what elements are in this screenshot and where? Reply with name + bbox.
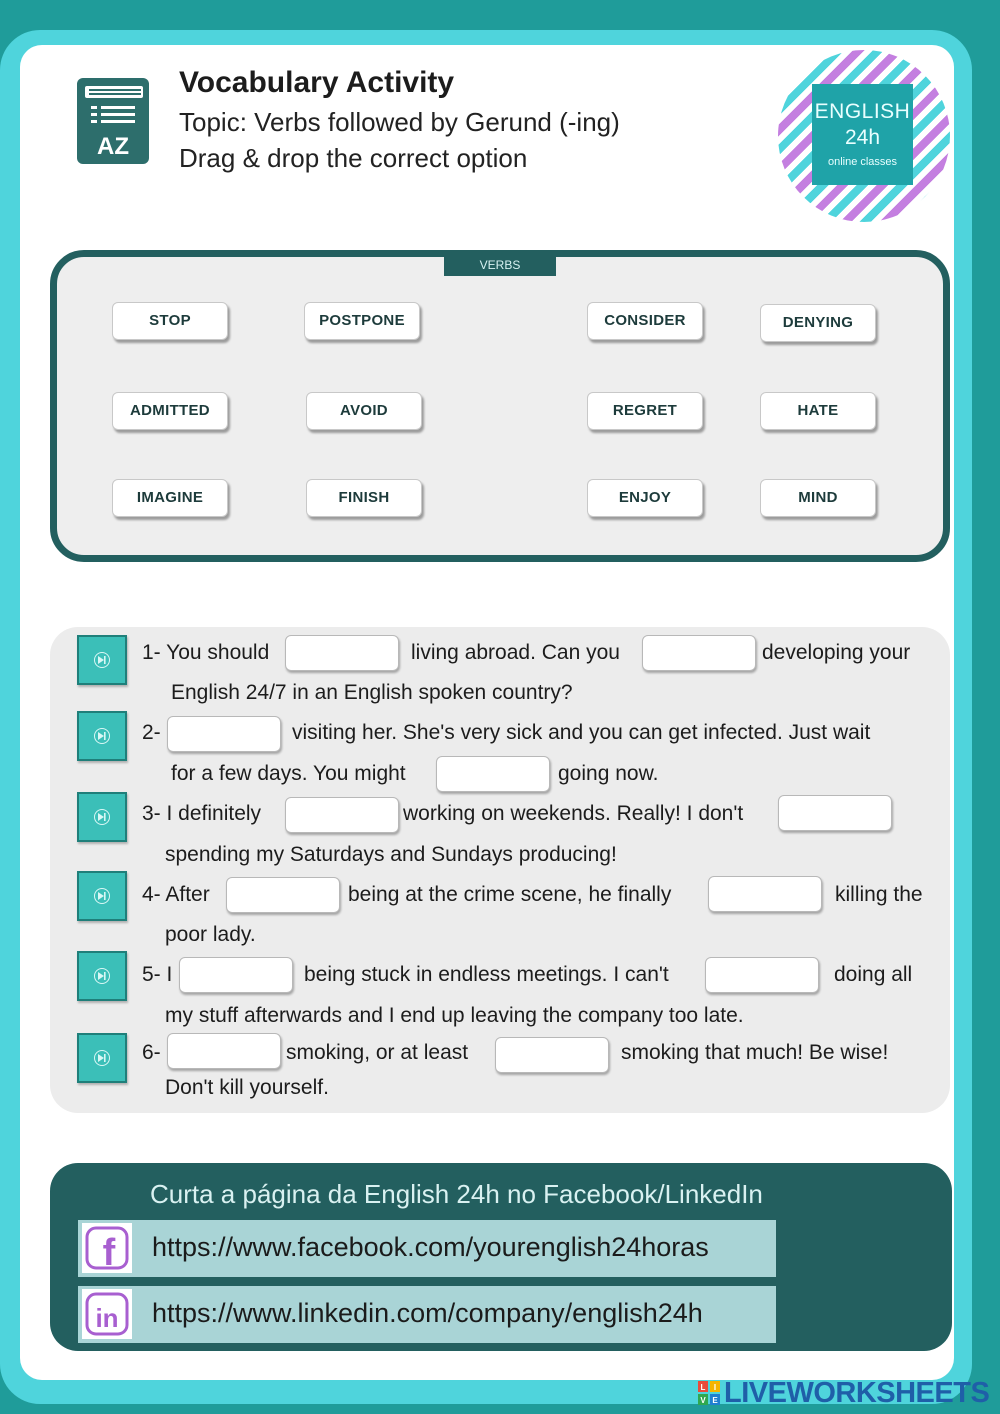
cube-letter-1: L: [700, 1383, 706, 1392]
q1-text-3: developing your: [762, 641, 911, 664]
liveworksheets-cubes-icon: [698, 1381, 720, 1405]
q5-text-1: 5- I: [142, 963, 173, 986]
audio-play-button-1[interactable]: [77, 635, 127, 685]
verb-chip-finish[interactable]: FINISH: [306, 479, 422, 517]
q4-text-4: poor lady.: [165, 923, 256, 946]
audio-play-button-6[interactable]: [77, 1033, 127, 1083]
q5-drop-slot-1[interactable]: [179, 957, 293, 993]
q6-text-2: smoking, or at least: [286, 1041, 469, 1064]
q3-text-2: working on weekends. Really! I don't: [403, 802, 744, 825]
audio-play-button-4[interactable]: [77, 871, 127, 921]
verb-chip-hate[interactable]: HATE: [760, 392, 876, 430]
q5-text-2: being stuck in endless meetings. I can't: [304, 963, 669, 986]
logo-line-2: 24h: [844, 126, 881, 149]
skip-forward-icon: [97, 891, 107, 901]
q4-drop-slot-2[interactable]: [708, 876, 822, 912]
liveworksheets-wordmark: LIVEWORKSHEETS: [724, 1377, 990, 1409]
q6-drop-slot-2[interactable]: [495, 1037, 609, 1073]
q1-text-2: living abroad. Can you: [411, 641, 620, 664]
facebook-icon-letter: f: [102, 1232, 116, 1273]
q5-drop-slot-2[interactable]: [705, 957, 819, 993]
q6-text-1: 6-: [142, 1041, 161, 1064]
linkedin-icon: [82, 1289, 132, 1339]
verb-chip-imagine[interactable]: IMAGINE: [112, 479, 228, 517]
q2-drop-slot-2[interactable]: [436, 756, 550, 792]
verb-chip-regret[interactable]: REGRET: [587, 392, 703, 430]
skip-forward-icon: [97, 731, 107, 741]
q3-drop-slot-1[interactable]: [285, 797, 399, 833]
q5-text-3: doing all: [834, 963, 913, 986]
logo-line-1: ENGLISH: [814, 100, 911, 123]
verb-chip-postpone[interactable]: POSTPONE: [304, 302, 420, 340]
q6-text-4: Don't kill yourself.: [165, 1076, 329, 1099]
q4-text-3: killing the: [835, 883, 923, 906]
cube-letter-4: E: [712, 1396, 718, 1405]
q4-text-1: 4- After: [142, 883, 210, 906]
q6-text-3: smoking that much! Be wise!: [621, 1041, 889, 1064]
q1-drop-slot-1[interactable]: [285, 635, 399, 671]
audio-play-button-2[interactable]: [77, 711, 127, 761]
q2-text-4: going now.: [558, 762, 659, 785]
audio-play-button-3[interactable]: [77, 792, 127, 842]
facebook-url[interactable]: https://www.facebook.com/yourenglish24horas: [152, 1232, 709, 1262]
q3-drop-slot-2[interactable]: [778, 795, 892, 831]
cube-letter-2: I: [713, 1383, 717, 1392]
page-title: Vocabulary Activity: [179, 66, 455, 99]
cube-letter-3: V: [700, 1396, 706, 1405]
verb-chip-stop[interactable]: STOP: [112, 302, 228, 340]
verb-chip-admitted[interactable]: ADMITTED: [112, 392, 228, 430]
q4-text-2: being at the crime scene, he finally: [348, 883, 672, 906]
footer-title: Curta a página da English 24h no Facebook/LinkedIn: [150, 1179, 763, 1209]
q4-drop-slot-1[interactable]: [226, 877, 340, 913]
q3-text-1: 3- I definitely: [142, 802, 262, 825]
logo-line-3: online classes: [827, 156, 898, 168]
book-icon-label: AZ: [97, 133, 129, 160]
skip-forward-icon: [97, 971, 107, 981]
dictionary-book-icon: [77, 78, 149, 164]
topic-text: Topic: Verbs followed by Gerund (-ing): [179, 107, 620, 137]
skip-forward-icon: [97, 812, 107, 822]
verb-chip-consider[interactable]: CONSIDER: [587, 302, 703, 340]
q2-text-3: for a few days. You might: [171, 762, 406, 785]
q2-drop-slot-1[interactable]: [167, 716, 281, 752]
skip-forward-icon: [97, 655, 107, 665]
verb-chip-denying[interactable]: DENYING: [760, 304, 876, 342]
q1-drop-slot-2[interactable]: [642, 635, 756, 671]
q3-text-3: spending my Saturdays and Sundays producing!: [165, 843, 617, 866]
linkedin-icon-letters: in: [95, 1303, 119, 1333]
linkedin-url[interactable]: https://www.linkedin.com/company/english24h: [152, 1298, 703, 1328]
skip-forward-icon: [97, 1053, 107, 1063]
logo-box: [812, 84, 913, 185]
linkedin-link-bar[interactable]: [78, 1286, 776, 1343]
facebook-icon: [82, 1223, 132, 1273]
q1-text-4: English 24/7 in an English spoken country?: [171, 681, 573, 704]
verb-chip-mind[interactable]: MIND: [760, 479, 876, 517]
audio-play-button-5[interactable]: [77, 951, 127, 1001]
q2-text-1: 2-: [142, 721, 161, 744]
q5-text-4: my stuff afterwards and I end up leaving the company too late.: [165, 1004, 744, 1027]
instruction-text: Drag & drop the correct option: [179, 143, 528, 173]
q1-text-1: 1- You should: [142, 641, 270, 664]
verb-chip-enjoy[interactable]: ENJOY: [587, 479, 703, 517]
verb-chip-avoid[interactable]: AVOID: [306, 392, 422, 430]
facebook-link-bar[interactable]: [78, 1220, 776, 1277]
q6-drop-slot-1[interactable]: [167, 1033, 281, 1069]
verbs-tab-label: VERBS: [444, 254, 556, 276]
q2-text-2: visiting her. She's very sick and you can get infected. Just wait: [292, 721, 871, 744]
